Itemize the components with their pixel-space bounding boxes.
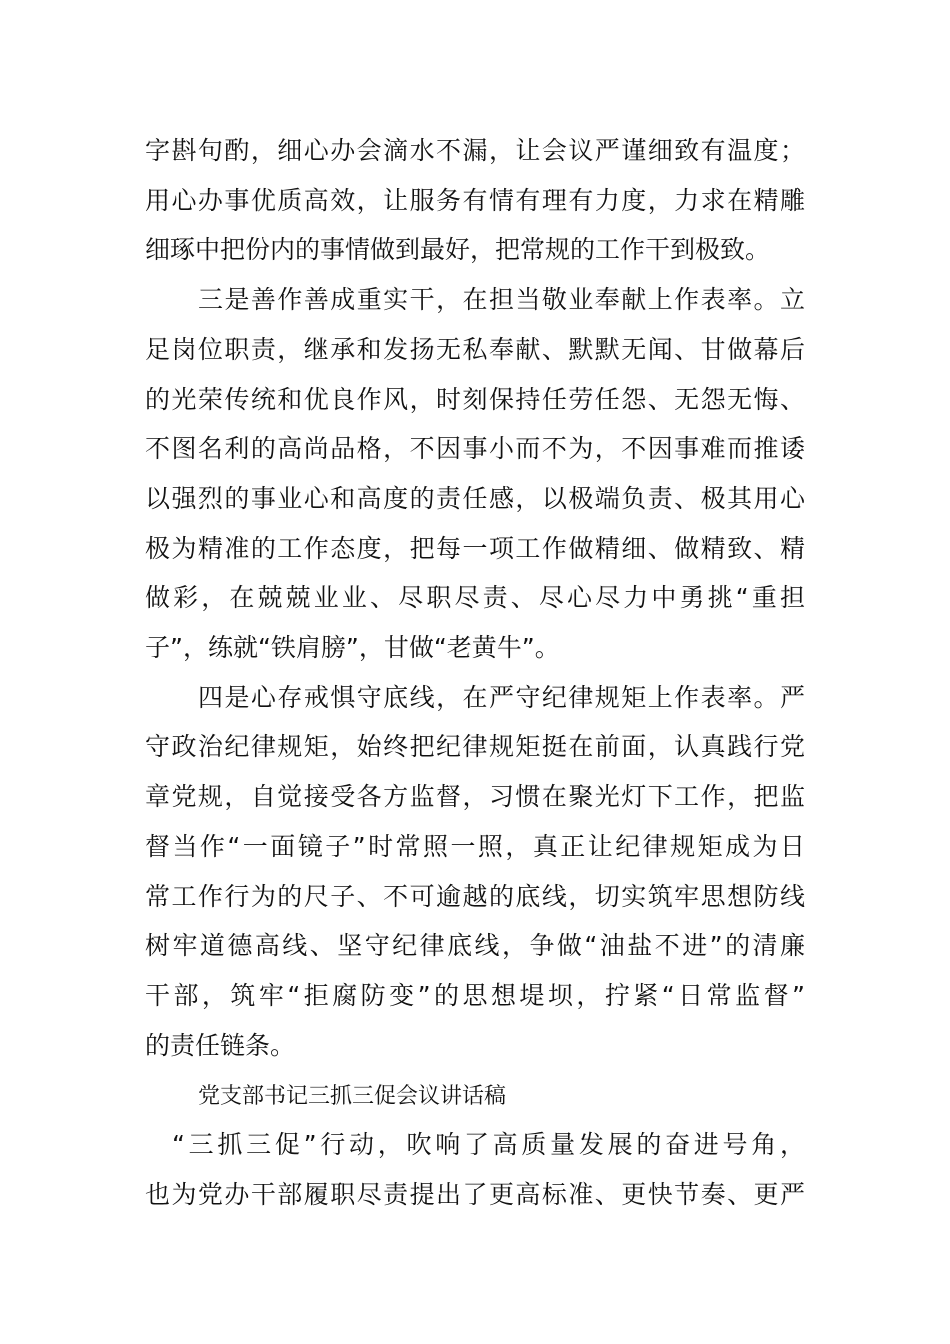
text-line: 常工作行为的尺子、不可逾越的底线，切实筑牢思想防线 xyxy=(145,881,805,911)
text-line: 做彩，在兢兢业业、尽职尽责、尽心尽力中勇挑“重担 xyxy=(145,583,805,613)
text-line: 的责任链条。 xyxy=(145,1030,296,1060)
text-line: “三抓三促”行动，吹响了高质量发展的奋进号角， xyxy=(172,1130,805,1159)
text-line: 字斟句酌，细心办会滴水不漏，让会议严谨细致有温度； xyxy=(145,136,805,165)
text-line: 极为精准的工作态度，把每一项工作做精细、做精致、精 xyxy=(145,533,805,563)
text-line: 以强烈的事业心和高度的责任感，以极端负责、极其用心 xyxy=(145,483,805,513)
text-line: 树牢道德高线、坚守纪律底线，争做“油盐不进”的清廉 xyxy=(145,931,805,961)
text-line: 的光荣传统和优良作风，时刻保持任劳任怨、无怨无悔、 xyxy=(145,384,805,414)
section-title: 党支部书记三抓三促会议讲话稿 xyxy=(198,1084,507,1110)
text-line: 足岗位职责，继承和发扬无私奉献、默默无闻、甘做幕后 xyxy=(145,334,805,364)
text-line: 四是心存戒惧守底线，在严守纪律规矩上作表率。严 xyxy=(198,682,805,712)
text-line: 干部，筑牢“拒腐防变”的思想堤坝，拧紧“日常监督” xyxy=(145,980,805,1010)
text-line: 用心办事优质高效，让服务有情有理有力度，力求在精雕 xyxy=(145,185,805,215)
text-line: 子”，练就“铁肩膀”，甘做“老黄牛”。 xyxy=(145,633,560,662)
text-line: 不图名利的高尚品格，不因事小而不为，不因事难而推诿 xyxy=(145,434,805,464)
text-line: 督当作“一面镜子”时常照一照，真正让纪律规矩成为日 xyxy=(145,831,805,861)
text-line: 也为党办干部履职尽责提出了更高标准、更快节奏、更严 xyxy=(145,1179,805,1209)
text-line: 守政治纪律规矩，始终把纪律规矩挺在前面，认真践行党 xyxy=(145,732,805,762)
text-line: 三是善作善成重实干，在担当敬业奉献上作表率。立 xyxy=(198,285,805,315)
text-line: 细琢中把份内的事情做到最好，把常规的工作干到极致。 xyxy=(145,235,771,265)
text-line: 章党规，自觉接受各方监督，习惯在聚光灯下工作，把监 xyxy=(145,782,805,812)
